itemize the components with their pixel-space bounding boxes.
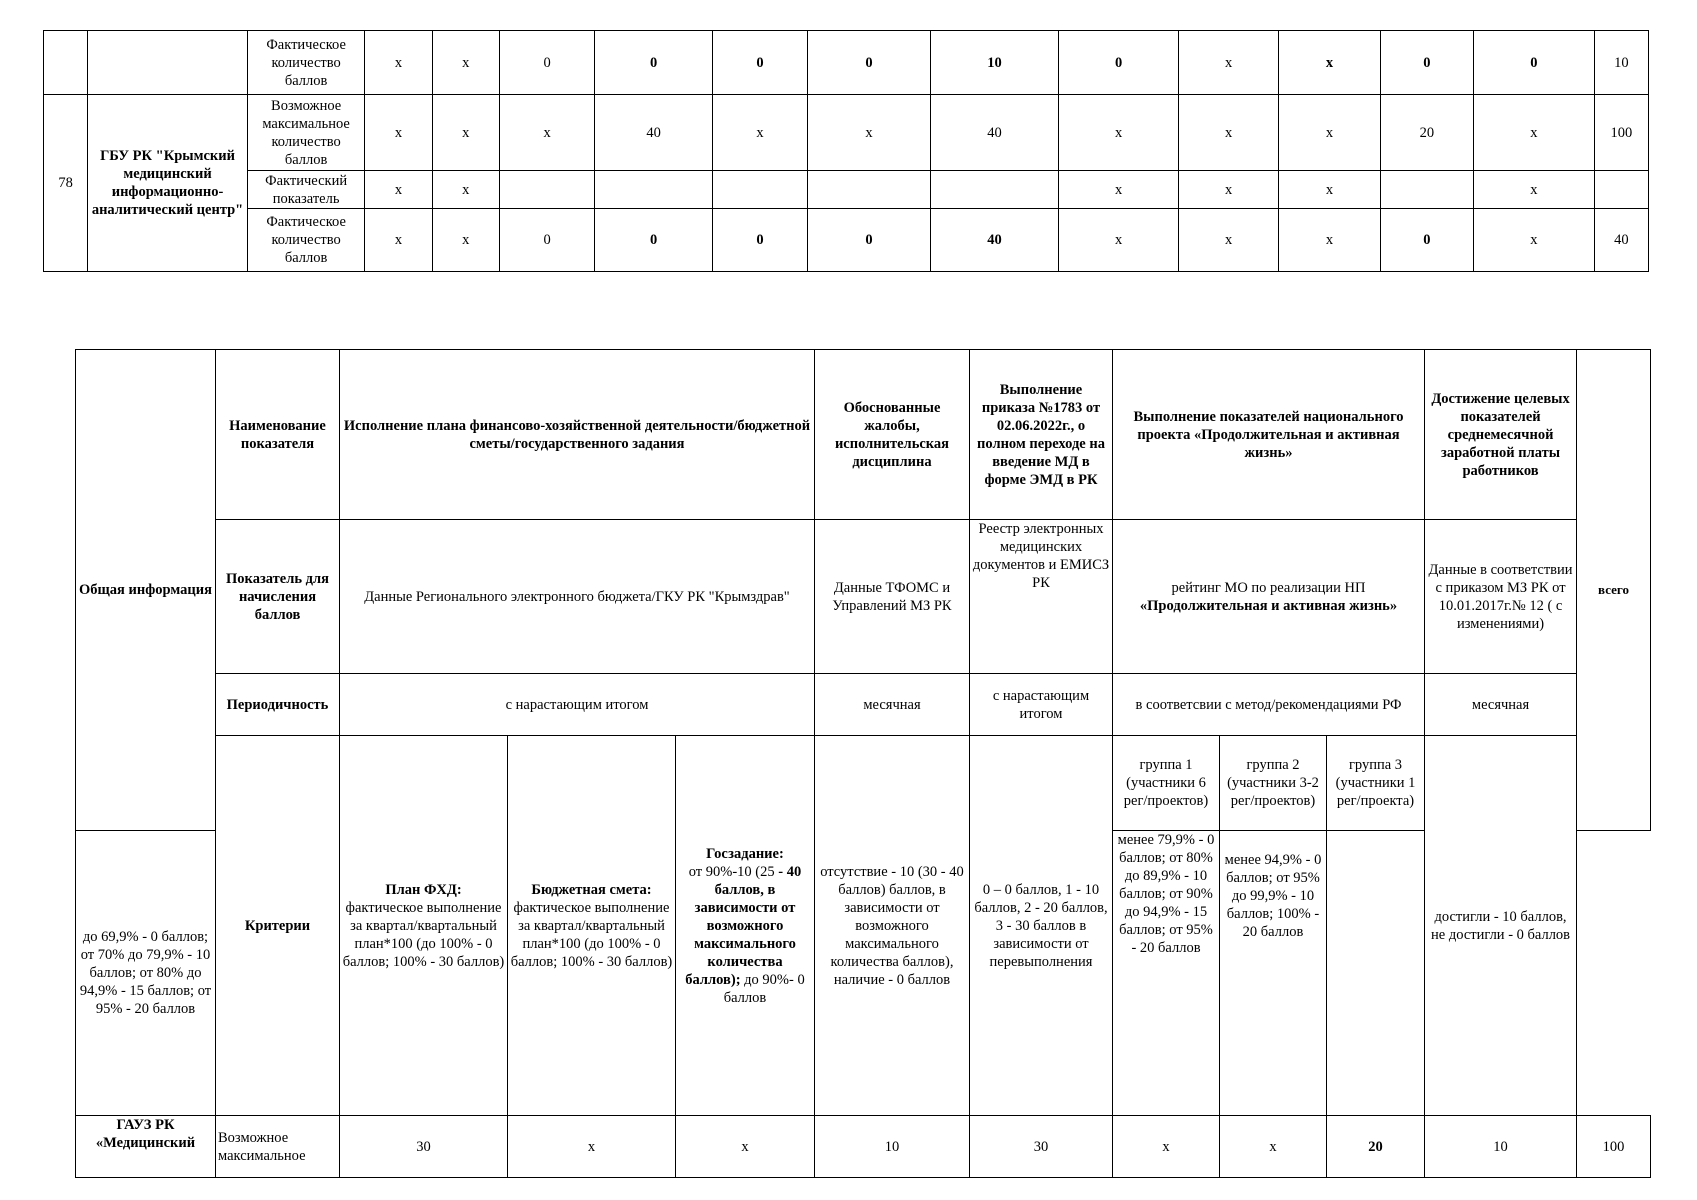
row-label: Возможное максимальное количество баллов	[247, 95, 365, 171]
cell: х	[432, 95, 499, 171]
cell: 100	[1594, 95, 1648, 171]
period-salary: месячная	[1425, 674, 1577, 736]
cell: х	[1474, 171, 1595, 209]
cell: 100	[1577, 1116, 1651, 1178]
cell	[712, 171, 807, 209]
gos-text2: до 90%- 0 баллов	[723, 971, 805, 1006]
cell: 0	[595, 209, 713, 272]
cell: 0	[1474, 31, 1595, 95]
criteria-gos	[676, 736, 815, 1116]
cell: 0	[1059, 31, 1179, 95]
cell: х	[1178, 31, 1278, 95]
cell: 0	[1380, 31, 1473, 95]
cell: 0	[712, 31, 807, 95]
cell: х	[508, 1116, 676, 1178]
row-label: Фактическое количество баллов	[247, 31, 365, 95]
cell: 30	[970, 1116, 1113, 1178]
row-name: Показатель для начисления баллов	[216, 520, 340, 674]
cell: 0	[1380, 209, 1473, 272]
empty-cell	[88, 31, 248, 95]
budget-text: фактическое выполнение за квартал/квартальный план*100 (до 100% - 0 баллов; 100% - 30 баллов)	[510, 899, 673, 970]
org-name: ГБУ РК "Крымский медицинский информационно-аналитический центр"	[88, 95, 248, 272]
period-order: с нарастающим итогом	[970, 674, 1113, 736]
cell: х	[499, 95, 594, 171]
empty-cell	[44, 31, 88, 95]
cell: х	[432, 209, 499, 272]
cell: 0	[808, 31, 931, 95]
cell: х	[1220, 1116, 1327, 1178]
period-fin-plan: с нарастающим итогом	[340, 674, 815, 736]
criteria-budget	[508, 736, 676, 1116]
period-complaints: месячная	[815, 674, 970, 736]
row-label: Фактический показатель	[247, 171, 365, 209]
cell: х	[1279, 171, 1380, 209]
table-row	[44, 31, 1649, 95]
criteria-group-1: до 69,9% - 0 баллов; от 70% до 79,9% - 10 баллов; от 80% до 94,9% - 15 баллов; от 95% - 20 баллов	[76, 831, 216, 1116]
table-row	[76, 520, 1651, 674]
cell: х	[1059, 171, 1179, 209]
general-info: Общая информация	[76, 350, 216, 831]
cell: х	[365, 95, 432, 171]
row-name: Периодичность	[216, 674, 340, 736]
cell: х	[365, 31, 432, 95]
table-row	[76, 1116, 1651, 1178]
indicator-fin-plan: Данные Регионального электронного бюджета/ГКУ РК "Крымздрав"	[340, 520, 815, 674]
cell: х	[1178, 171, 1278, 209]
cell: 0	[499, 209, 594, 272]
table-row	[76, 736, 1651, 831]
criteria-plan	[340, 736, 508, 1116]
criteria-complaints: отсутствие - 10 (30 - 40 баллов) баллов, в зависимости от возможного максимального количества баллов), наличие - 0 баллов	[815, 736, 970, 1116]
criteria-table	[75, 349, 1651, 1178]
gos-text1: от 90%-10 (25	[688, 863, 775, 880]
cell: х	[1279, 209, 1380, 272]
cell: х	[808, 95, 931, 171]
indicator-complaints: Данные ТФОМС и Управлений МЗ РК	[815, 520, 970, 674]
cell	[808, 171, 931, 209]
criteria-salary: достигли - 10 баллов, не достигли - 0 баллов	[1425, 736, 1577, 1116]
cell: х	[1178, 95, 1278, 171]
cell: х	[365, 209, 432, 272]
header-complaints: Обоснованные жалобы, исполнительская дисциплина	[815, 350, 970, 520]
group-1: группа 1 (участники 6 рег/проектов)	[1113, 736, 1220, 831]
group-3: группа 3 (участники 1 рег/проекта)	[1327, 736, 1425, 831]
table-row	[76, 674, 1651, 736]
cell: х	[1279, 95, 1380, 171]
cell: х	[712, 95, 807, 171]
cell: 0	[712, 209, 807, 272]
plan-text: фактическое выполнение за квартал/квартальный план*100 (до 100% - 0 баллов; 100% - 30 баллов)	[342, 899, 505, 970]
cell: х	[365, 171, 432, 209]
table-row	[44, 209, 1649, 272]
group-2: группа 2 (участники 3-2 рег/проектов)	[1220, 736, 1327, 831]
cell: 0	[499, 31, 594, 95]
project-name: «Продолжительная и активная жизнь»	[1139, 597, 1398, 614]
cell: 10	[930, 31, 1059, 95]
gos-bold: - 40 баллов, в зависимости от возможного максимального количества баллов);	[685, 863, 802, 988]
top-scores-table	[43, 30, 1649, 272]
cell: х	[1059, 95, 1179, 171]
cell: 40	[595, 95, 713, 171]
cell: 0	[595, 31, 713, 95]
criteria-order: 0 – 0 баллов, 1 - 10 баллов, 2 - 20 баллов, 3 - 30 баллов в зависимости от перевыполнения	[970, 736, 1113, 1116]
cell: х	[676, 1116, 815, 1178]
indicator-project	[1113, 520, 1425, 674]
row-name: Критерии	[216, 736, 340, 1116]
cell: 30	[340, 1116, 508, 1178]
header-project: Выполнение показателей национального проекта «Продолжительная и активная жизнь»	[1113, 350, 1425, 520]
cell: х	[1178, 209, 1278, 272]
plan-title: План ФХД:	[385, 881, 462, 898]
cell: 20	[1380, 95, 1473, 171]
cell	[499, 171, 594, 209]
cell: х	[1059, 209, 1179, 272]
row-label: Возможное максимальное	[216, 1116, 340, 1178]
cell: 20	[1327, 1116, 1425, 1178]
gos-title: Госзадание:	[706, 845, 784, 862]
row-label: Фактическое количество баллов	[247, 209, 365, 272]
row-name: Наименование показателя	[216, 350, 340, 520]
budget-title: Бюджетная смета:	[531, 881, 652, 898]
cell	[1380, 171, 1473, 209]
cell: 0	[808, 209, 931, 272]
cell: 40	[1594, 209, 1648, 272]
cell: 10	[1594, 31, 1648, 95]
org-name: ГАУЗ РК «Медицинский	[76, 1116, 216, 1178]
cell: 40	[930, 95, 1059, 171]
header-order: Выполнение приказа №1783 от 02.06.2022г., о полном переходе на введение МД в форме ЭМД в РК	[970, 350, 1113, 520]
table-row	[44, 171, 1649, 209]
cell: 10	[1425, 1116, 1577, 1178]
cell: х	[1474, 209, 1595, 272]
header-fin-plan: Исполнение плана финансово-хозяйственной деятельности/бюджетной сметы/государственного задания	[340, 350, 815, 520]
table-row	[76, 350, 1651, 520]
project-prefix: рейтинг МО по реализации НП	[1171, 579, 1366, 596]
cell: х	[1279, 31, 1380, 95]
header-salary: Достижение целевых показателей среднемесячной заработной платы работников	[1425, 350, 1577, 520]
cell: 40	[930, 209, 1059, 272]
indicator-order: Реестр электронных медицинских документов и ЕМИСЗ РК	[970, 520, 1113, 674]
indicator-salary: Данные в соответствии с приказом МЗ РК от 10.01.2017г.№ 12 ( с изменениями)	[1425, 520, 1577, 674]
org-number: 78	[44, 95, 88, 272]
period-project: в соответсвии с метод/рекомендациями РФ	[1113, 674, 1425, 736]
cell	[595, 171, 713, 209]
total-header: всего	[1577, 350, 1651, 831]
criteria-group-2: менее 79,9% - 0 баллов; от 80% до 89,9% - 10 баллов; от 90% до 94,9% - 15 баллов; от 95% - 20 баллов	[1113, 831, 1220, 1116]
cell: х	[1474, 95, 1595, 171]
cell: х	[432, 31, 499, 95]
cell: х	[432, 171, 499, 209]
cell: х	[1113, 1116, 1220, 1178]
cell	[1594, 171, 1648, 209]
cell	[930, 171, 1059, 209]
table-row	[44, 95, 1649, 171]
criteria-group-3: менее 94,9% - 0 баллов; от 95% до 99,9% - 10 баллов; 100% - 20 баллов	[1220, 831, 1327, 1116]
cell: 10	[815, 1116, 970, 1178]
